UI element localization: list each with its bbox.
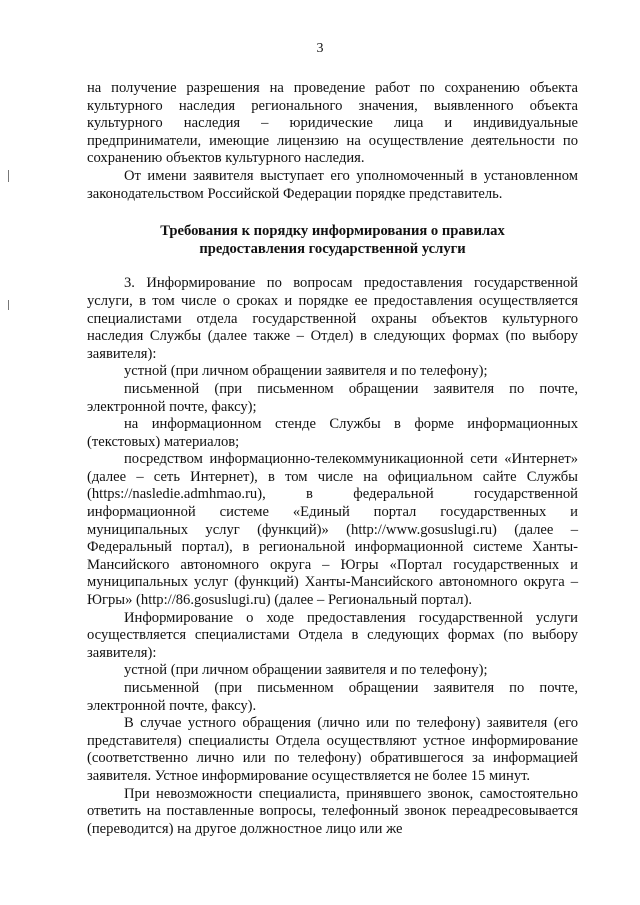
scan-margin-mark	[8, 170, 9, 182]
paragraph: 3. Информирование по вопросам предоставления государственной услуги, в том числе о сроках и порядке ее предоставления осуществляется специалистами отдела государственной охраны объектов культурного наследия Службы (далее также – Отдел) в следующих формах (по выбору заявителя):	[87, 275, 578, 362]
paragraph: письменной (при письменном обращении заявителя по почте, электронной почте, факсу);	[87, 380, 578, 415]
paragraph: В случае устного обращения (лично или по телефону) заявителя (его представителя) специалисты Отдела осуществляют устное информирование (соответственно лично или по телефону) обратившегося за информацией заявителя. Устное информирование осуществляется не более 15 минут.	[87, 715, 578, 784]
paragraph: От имени заявителя выступает его уполномоченный в установленном законодательством Российской Федерации порядке представитель.	[87, 167, 578, 202]
paragraph: на информационном стенде Службы в форме информационных (текстовых) материалов;	[87, 416, 578, 450]
paragraph: устной (при личном обращении заявителя и по телефону);	[124, 662, 488, 679]
paragraph: устной (при личном обращении заявителя и по телефону);	[124, 363, 488, 380]
paragraph: письменной (при письменном обращении заявителя по почте, электронной почте, факсу).	[87, 680, 578, 714]
paragraph: Информирование о ходе предоставления государственной услуги осуществляется специалистами Отдела в следующих формах (по выбору заявителя):	[87, 609, 578, 661]
document-body	[87, 80, 578, 838]
paragraph: посредством информационно-телекоммуникационной сети «Интернет» (далее – сеть Интернет), в том числе на официальном сайте Службы (https://nasledie.admhmao.ru), в федеральной государственной информационной системе «Единый портал государственных и муниципальных услуг (функций)» (http://www.gosuslugi.ru) (далее – Федеральный портал), в региональной информационной системе Ханты-Мансийского автономного округа – Югры «Портал государственных и муниципальных услуг (функций) Ханты-Мансийского автономного округа – Югры» (http://86.gosuslugi.ru) (далее – Региональный портал).	[87, 451, 578, 609]
heading-line: предоставления государственной услуги	[199, 240, 466, 257]
section-heading	[87, 223, 578, 258]
heading-line: Требования к порядку информирования о правилах	[160, 223, 505, 240]
page-number: 3	[316, 41, 324, 56]
scan-margin-mark	[8, 300, 9, 310]
paragraph: При невозможности специалиста, принявшего звонок, самостоятельно ответить на поставленные вопросы, телефонный звонок переадресовывается (переводится) на другое должностное лицо или же	[87, 785, 578, 837]
paragraph: на получение разрешения на проведение работ по сохранению объекта культурного наследия регионального значения, выявленного объекта культурного наследия – юридические лица и индивидуальные предприниматели, имеющие лицензию на осуществление деятельности по сохранению объектов культурного наследия.	[87, 80, 578, 167]
